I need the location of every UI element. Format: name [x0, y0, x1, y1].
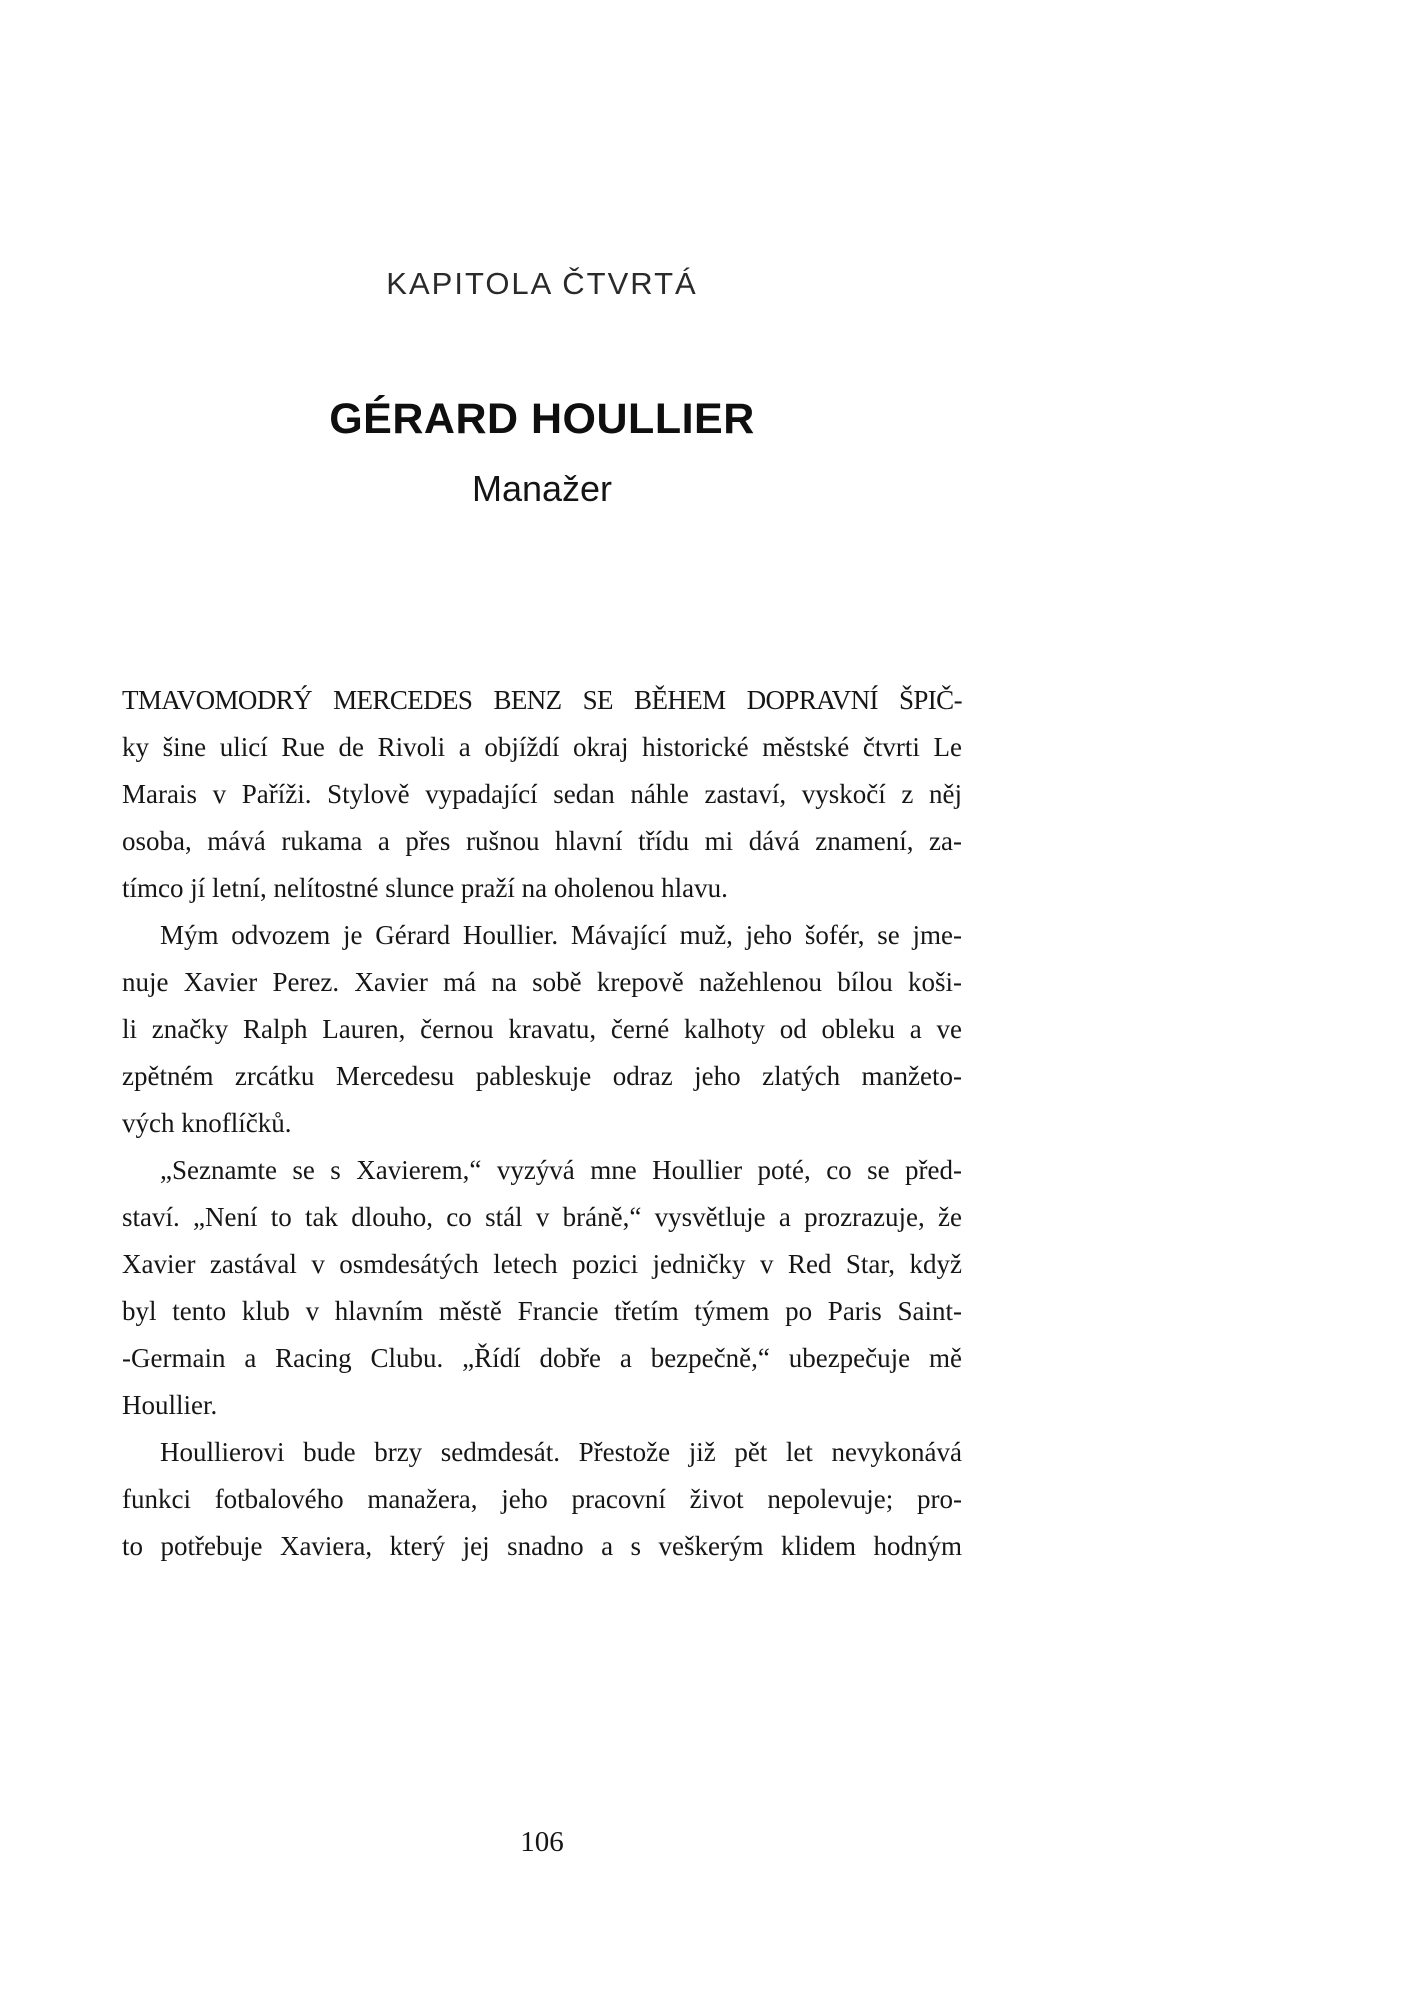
- body-line: Houllierovi bude brzy sedmdesát. Přestože již pět let nevykonává: [160, 1437, 962, 1467]
- body-line: osoba, mává rukama a přes rušnou hlavní třídu mi dává znamení, za-: [122, 826, 962, 856]
- body-line: tímco jí letní, nelítostné slunce praží na oholenou hlavu.: [122, 873, 728, 903]
- page-number: 106: [520, 1826, 564, 1858]
- body-line: Mým odvozem je Gérard Houllier. Mávající muž, jeho šofér, se jme-: [160, 920, 962, 950]
- body-line: „Seznamte se s Xavierem,“ vyzývá mne Houllier poté, co se před-: [160, 1155, 962, 1185]
- body-line: Xavier zastával v osmdesátých letech pozici jedničky v Red Star, když: [122, 1249, 962, 1279]
- body-line: -Germain a Racing Clubu. „Řídí dobře a bezpečně,“ ubezpečuje mě: [122, 1343, 962, 1373]
- body-line: vých knoflíčků.: [122, 1108, 292, 1138]
- body-line: zpětném zrcátku Mercedesu pableskuje odraz jeho zlatých manžeto-: [122, 1061, 962, 1091]
- page-title: GÉRARD HOULLIER: [329, 395, 755, 443]
- body-line: ky šine ulicí Rue de Rivoli a objíždí okraj historické městské čtvrti Le: [122, 732, 962, 762]
- body-text: [122, 677, 962, 1570]
- body-line: staví. „Není to tak dlouho, co stál v bráně,“ vysvětluje a prozrazuje, že: [122, 1202, 962, 1232]
- body-line: to potřebuje Xaviera, který jej snadno a s veškerým klidem hodným: [122, 1531, 962, 1561]
- body-line: byl tento klub v hlavním městě Francie třetím týmem po Paris Saint-: [122, 1296, 962, 1326]
- body-line: nuje Xavier Perez. Xavier má na sobě krepově nažehlenou bílou koši-: [122, 967, 962, 997]
- body-line: Marais v Paříži. Stylově vypadající sedan náhle zastaví, vyskočí z něj: [122, 779, 962, 809]
- page-subtitle: Manažer: [471, 468, 613, 509]
- body-line: funkci fotbalového manažera, jeho pracovní život nepolevuje; pro-: [122, 1484, 962, 1514]
- chapter-heading: KAPITOLA ČTVRTÁ: [386, 266, 698, 301]
- body-line: Houllier.: [122, 1390, 218, 1420]
- body-line: TMAVOMODRÝ MERCEDES BENZ SE BĚHEM DOPRAVNÍ ŠPIČ-: [122, 685, 962, 715]
- body-line: li značky Ralph Lauren, černou kravatu, černé kalhoty od obleku a ve: [122, 1014, 962, 1044]
